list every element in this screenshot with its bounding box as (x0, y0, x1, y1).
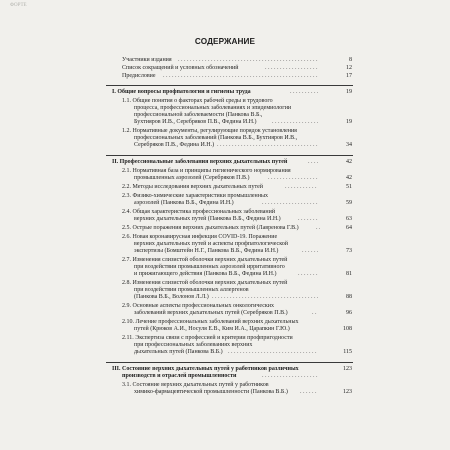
toc-page-number: 123 (343, 366, 352, 372)
toc-page-number: 73 (346, 248, 352, 254)
toc-entry-line: путей (Крюков А.И., Носуля Е.В., Ким И.А., Царапкин Г.Ю.) (134, 326, 290, 332)
toc-entry-line: 2.2. Методы исследования верхних дыхательных путей (122, 184, 263, 190)
chapter-heading: III. Состояние верхних дыхательных путей у работников различных (112, 366, 299, 372)
toc-title: СОДЕРЖАНИЕ (194, 37, 256, 46)
leader-dots (163, 73, 318, 80)
toc-entry-line: 2.10. Лечение профессиональных заболеваний верхних дыхательных (122, 319, 299, 325)
toc-page-number: 19 (346, 119, 352, 125)
toc-page-number: 63 (346, 216, 352, 222)
toc-entry-line: 2.1. Нормативная база и принципы гигиенического нормирования (122, 168, 291, 174)
toc-entry-line: 2.4. Общая характеристика профессиональных заболеваний (122, 209, 276, 215)
toc-entry-line: экспертизы (Бомштейн Н.Г., Панкова В.Б., Федина И.Н.) (134, 248, 279, 254)
leader-dots (285, 184, 318, 191)
toc-entry-line: Серебряков П.В., Федина И.Н.) (134, 142, 215, 148)
toc-entry-line: аэрозолей (Панкова В.Б., Федина И.Н.) (134, 200, 234, 206)
toc-entry-line: и прижигающего действия (Панкова В.Б., Федина И.Н.) (134, 271, 277, 277)
toc-entry-line: промышленных аэрозолей (Серебряков П.В.) (134, 175, 250, 181)
toc-page-number: 123 (343, 389, 352, 395)
chapter-heading-cont: производств и отраслей промышленности (122, 373, 237, 379)
leader-dots (272, 119, 318, 126)
section-divider (106, 85, 353, 86)
leader-dots (262, 373, 318, 380)
toc-entry-line: профессиональных заболеваний (Панкова В.Б., Бухтияров И.В., (134, 135, 298, 141)
toc-entry-line: при профессиональных заболеваниях верхних (134, 342, 253, 348)
chapter-heading: II. Профессиональные заболевания верхних дыхательных путей (112, 159, 288, 165)
toc-page-number: 64 (346, 225, 352, 231)
toc-page-number: 59 (346, 200, 352, 206)
toc-page-number: 8 (349, 57, 352, 63)
toc-page-number: 88 (346, 294, 352, 300)
leader-dots (228, 349, 318, 356)
leader-dots (262, 200, 318, 207)
toc-entry-line: 2.11. Экспертиза связи с профессией и критерии профпригодности (122, 335, 293, 341)
toc-entry-line: 2.5. Острые поражения верхних дыхательных путей (Лавренова Г.В.) (122, 225, 299, 231)
toc-page-number: 42 (346, 159, 352, 165)
toc-page-number: 42 (346, 175, 352, 181)
leader-dots (308, 159, 318, 166)
page-top-mark: ФОРТЕ (10, 3, 27, 8)
toc-entry-line: процесса, профессиональных заболеваниях и эпидемиологии (134, 105, 292, 111)
toc-entry-line: верхних дыхательных путей (Панкова В.Б., Федина И.Н.) (134, 216, 281, 222)
toc-entry-line: при воздействии промышленных аэрозолей ирритативного (134, 264, 285, 270)
toc-entry-line: заболеваний верхних дыхательных путей (Серебряков П.В.) (134, 310, 288, 316)
leader-dots (217, 142, 318, 149)
leader-dots (178, 57, 318, 64)
leader-dots (312, 310, 318, 317)
leader-dots (298, 216, 318, 223)
toc-page-number: 17 (346, 73, 352, 79)
chapter-heading: I. Общие вопросы профпатологии и гигиены труда (112, 89, 251, 95)
toc-entry-line: 3.1. Состояние верхних дыхательных путей у работников (122, 382, 269, 388)
toc-page-number: 96 (346, 310, 352, 316)
leader-dots (268, 175, 318, 182)
leader-dots (290, 89, 318, 96)
leader-dots (300, 389, 318, 396)
toc-page-number: 19 (346, 89, 352, 95)
toc-entry-line: 2.9. Основные аспекты профессиональных онкологических (122, 303, 275, 309)
toc-entry-line: 2.8. Изменения слизистой оболочки верхних дыхательных путей (122, 280, 288, 286)
toc-entry-line: Бухтияров И.В., Серебряков П.В., Федина И.Н.) (134, 119, 257, 125)
leader-dots (212, 294, 318, 301)
toc-entry-line: дыхательных путей (Панкова В.Б.) (134, 349, 223, 355)
toc-page-number: 108 (343, 326, 352, 332)
toc-entry-line: (Панкова В.Б., Волонов Л.Л.) (134, 294, 209, 300)
toc-entry-line: верхних дыхательных путей и аспекты профпатологической (134, 241, 289, 247)
leader-dots (316, 225, 320, 232)
section-divider (106, 362, 353, 363)
toc-entry-line: химико-фармацевтической промышленности (Панкова В.Б.) (134, 389, 288, 395)
toc-entry-line: 2.6. Новая коронавирусная инфекция COVID-19. Поражение (122, 234, 278, 240)
toc-page-number: 81 (346, 271, 352, 277)
toc-entry-line: 1.2. Нормативные документы, регулирующие порядок установления (122, 128, 297, 134)
toc-page-number: 12 (346, 65, 352, 71)
toc-page-number: 51 (346, 184, 352, 190)
toc-entry-label: Предисловие (122, 73, 156, 79)
section-divider (106, 155, 353, 156)
leader-dots (298, 271, 318, 278)
toc-entry-line: при воздействии промышленных аллергенов (134, 287, 249, 293)
leader-dots (302, 248, 318, 255)
toc-page-number: 115 (343, 349, 352, 355)
toc-entry-line: 2.3. Физико-химические характеристики промышленных (122, 193, 268, 199)
toc-entry-label: Список сокращений и условных обозначений (122, 65, 239, 71)
toc-entry-line: 1.1. Общие понятия о факторах рабочей среды и трудового (122, 98, 273, 104)
leader-dots (265, 65, 318, 72)
toc-page-number: 34 (346, 142, 352, 148)
toc-entry-line: 2.7. Изменения слизистой оболочки верхних дыхательных путей (122, 257, 288, 263)
toc-entry-label: Участники издания (122, 57, 172, 63)
toc-entry-line: профессиональной заболеваемости (Панкова В.Б., (134, 112, 263, 118)
